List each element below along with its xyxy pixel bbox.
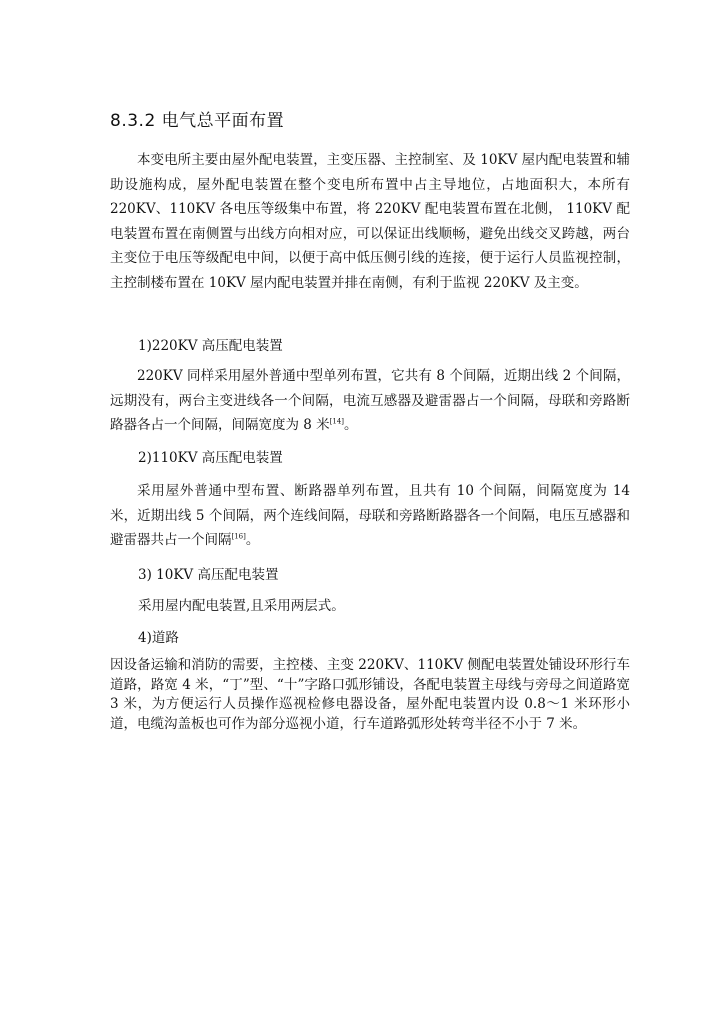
paragraph-110kv-end: 。 (245, 532, 260, 548)
subsection-title-220kv: 1)220KV 高压配电装置 (138, 338, 283, 354)
paragraph-road: 因设备运输和消防的需要，主控楼、主变 220KV、110KV 侧配电装置处铺设环形行车道路，路宽 4 米，“丁”型、“十”字路口弧形铺设，各配电装置主母线与旁母之间道路宽 3 米，为方便运行人员操作巡视检修电器设备，屋外配电装置内设 0.8～1 米环形小道，电缆沟盖板也可作为部分巡视小道，行车道路弧形处转弯半径不小于 7 米。 (110, 657, 630, 732)
section-heading: 8.3.2 电气总平面布置 (110, 111, 285, 131)
intro-paragraph: 本变电所主要由屋外配电装置，主变压器、主控制室、及 10KV 屋内配电装置和辅助设施构成，屋外配电装置在整个变电所布置中占主导地位，占地面积大，本所有 220KV、110KV 各电压等级集中布置，将 220KV 配电装置布置在北侧， 110KV 配电装置布置在南侧置与出线方向相对应，可以保证出线顺畅，避免出线交叉跨越，两台主变位于电压等级配电中间，以便于高中低压侧引线的连接，便于运行人员监视控制，主控制楼布置在 10KV 屋内配电装置并排在南侧，有利于监视 220KV 及主变。 (110, 152, 630, 291)
paragraph-110kv (110, 479, 630, 553)
paragraph-220kv (110, 364, 630, 438)
paragraph-220kv-text: 220KV 同样采用屋外普通中型单列布置，它共有 8 个间隔，近期出线 2 个间隔，远期没有，两台主变进线各一个间隔，电流互感器及避雷器占一个间隔，母联和旁路断路器各占一个间隔，间隔宽度为 8 米 (110, 368, 630, 433)
subsection-title-10kv: 3) 10KV 高压配电装置 (138, 567, 279, 583)
subsection-title-road: 4)道路 (138, 630, 179, 646)
subsection-title-110kv: 2)110KV 高压配电装置 (138, 450, 283, 466)
paragraph-110kv-text: 采用屋外普通中型布置、断路器单列布置，且共有 10 个间隔，间隔宽度为 14 米，近期出线 5 个间隔，两个连线间隔，母联和旁路断路器各一个间隔，电压互感器和避雷器共占一个间隔 (110, 483, 630, 548)
citation-14: [14] (329, 417, 345, 426)
paragraph-10kv: 采用屋内配电装置,且采用两层式。 (138, 598, 345, 614)
citation-16: [16] (231, 532, 246, 541)
paragraph-220kv-end: 。 (344, 417, 358, 433)
